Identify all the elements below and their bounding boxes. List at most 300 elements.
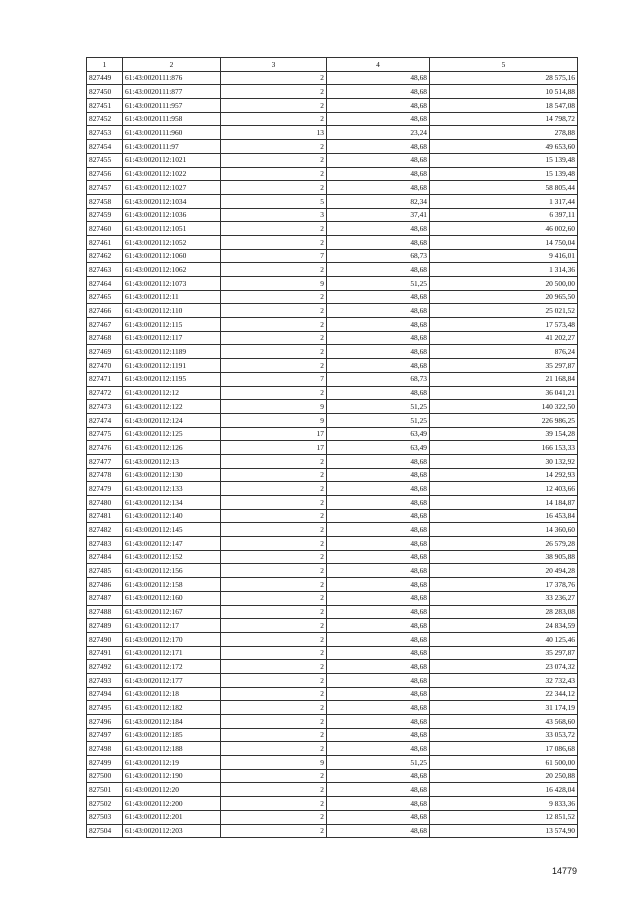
amount-cell: 22 344,12: [430, 687, 578, 701]
row-number-cell: 827450: [87, 85, 123, 99]
quantity-cell: 2: [221, 386, 327, 400]
row-number-cell: 827468: [87, 331, 123, 345]
table-row: [87, 194, 578, 208]
amount-cell: 166 153,33: [430, 441, 578, 455]
row-number-cell: 827500: [87, 769, 123, 783]
cadastral-number-cell: 61:43:0020112:1195: [123, 372, 221, 386]
cadastral-number-cell: 61:43:0020112:147: [123, 537, 221, 551]
row-number-cell: 827478: [87, 468, 123, 482]
rate-cell: 48,68: [327, 701, 430, 715]
table-row: [87, 523, 578, 537]
table-row: [87, 181, 578, 195]
quantity-cell: 2: [221, 153, 327, 167]
table-row: [87, 468, 578, 482]
table-row: [87, 290, 578, 304]
cadastral-number-cell: 61:43:0020112:1060: [123, 249, 221, 263]
cadastral-number-cell: 61:43:0020112:172: [123, 660, 221, 674]
amount-cell: 41 202,27: [430, 331, 578, 345]
cadastral-number-cell: 61:43:0020112:203: [123, 824, 221, 838]
amount-cell: 20 965,50: [430, 290, 578, 304]
quantity-cell: 2: [221, 99, 327, 113]
column-header-4: 4: [327, 58, 430, 72]
cadastral-number-cell: 61:43:0020112:177: [123, 673, 221, 687]
cadastral-number-cell: 61:43:0020112:18: [123, 687, 221, 701]
quantity-cell: 13: [221, 126, 327, 140]
table-row: [87, 263, 578, 277]
cadastral-number-cell: 61:43:0020112:11: [123, 290, 221, 304]
table-row: [87, 345, 578, 359]
amount-cell: 38 905,88: [430, 550, 578, 564]
quantity-cell: 2: [221, 701, 327, 715]
amount-cell: 21 168,84: [430, 372, 578, 386]
rate-cell: 48,68: [327, 687, 430, 701]
row-number-cell: 827453: [87, 126, 123, 140]
quantity-cell: 2: [221, 263, 327, 277]
cadastral-number-cell: 61:43:0020112:158: [123, 578, 221, 592]
cadastral-number-cell: 61:43:0020112:160: [123, 591, 221, 605]
quantity-cell: 9: [221, 400, 327, 414]
cadastral-number-cell: 61:43:0020112:1073: [123, 277, 221, 291]
table-row: [87, 646, 578, 660]
quantity-cell: 2: [221, 331, 327, 345]
cadastral-number-cell: 61:43:0020112:1021: [123, 153, 221, 167]
row-number-cell: 827454: [87, 140, 123, 154]
rate-cell: 37,41: [327, 208, 430, 222]
row-number-cell: 827460: [87, 222, 123, 236]
quantity-cell: 2: [221, 742, 327, 756]
rate-cell: 82,34: [327, 194, 430, 208]
cadastral-number-cell: 61:43:0020112:152: [123, 550, 221, 564]
quantity-cell: 2: [221, 359, 327, 373]
amount-cell: 14 292,93: [430, 468, 578, 482]
amount-cell: 20 250,88: [430, 769, 578, 783]
quantity-cell: 2: [221, 345, 327, 359]
table-row: [87, 550, 578, 564]
rate-cell: 48,68: [327, 632, 430, 646]
cadastral-number-cell: 61:43:0020112:1036: [123, 208, 221, 222]
amount-cell: 17 086,68: [430, 742, 578, 756]
rate-cell: 68,73: [327, 249, 430, 263]
rate-cell: 48,68: [327, 235, 430, 249]
cadastral-number-cell: 61:43:0020112:182: [123, 701, 221, 715]
rate-cell: 51,25: [327, 413, 430, 427]
cadastral-number-cell: 61:43:0020112:20: [123, 783, 221, 797]
table-row: [87, 126, 578, 140]
quantity-cell: 2: [221, 523, 327, 537]
rate-cell: 48,68: [327, 496, 430, 510]
table-row: [87, 824, 578, 838]
row-number-cell: 827487: [87, 591, 123, 605]
amount-cell: 26 579,28: [430, 537, 578, 551]
rate-cell: 48,68: [327, 646, 430, 660]
rate-cell: 48,68: [327, 359, 430, 373]
quantity-cell: 2: [221, 509, 327, 523]
cadastral-number-cell: 61:43:0020112:12: [123, 386, 221, 400]
cadastral-number-cell: 61:43:0020111:960: [123, 126, 221, 140]
quantity-cell: 2: [221, 71, 327, 85]
amount-cell: 35 297,87: [430, 646, 578, 660]
quantity-cell: 2: [221, 496, 327, 510]
quantity-cell: 2: [221, 605, 327, 619]
row-number-cell: 827491: [87, 646, 123, 660]
cadastral-number-cell: 61:43:0020112:1062: [123, 263, 221, 277]
row-number-cell: 827480: [87, 496, 123, 510]
rate-cell: 48,68: [327, 578, 430, 592]
cadastral-number-cell: 61:43:0020112:110: [123, 304, 221, 318]
rate-cell: 48,68: [327, 222, 430, 236]
row-number-cell: 827456: [87, 167, 123, 181]
table-row: [87, 441, 578, 455]
quantity-cell: 2: [221, 619, 327, 633]
quantity-cell: 2: [221, 454, 327, 468]
rate-cell: 48,68: [327, 482, 430, 496]
table-row: [87, 304, 578, 318]
quantity-cell: 2: [221, 673, 327, 687]
quantity-cell: 2: [221, 482, 327, 496]
rate-cell: 48,68: [327, 509, 430, 523]
column-header-3: 3: [221, 58, 327, 72]
row-number-cell: 827459: [87, 208, 123, 222]
cadastral-number-cell: 61:43:0020112:1052: [123, 235, 221, 249]
page-number: 14779: [552, 866, 578, 876]
rate-cell: 48,68: [327, 153, 430, 167]
row-number-cell: 827488: [87, 605, 123, 619]
table-row: [87, 99, 578, 113]
rate-cell: 48,68: [327, 263, 430, 277]
cadastral-number-cell: 61:43:0020112:190: [123, 769, 221, 783]
quantity-cell: 2: [221, 687, 327, 701]
amount-cell: 35 297,87: [430, 359, 578, 373]
header-row: [87, 58, 578, 72]
row-number-cell: 827501: [87, 783, 123, 797]
quantity-cell: 7: [221, 372, 327, 386]
row-number-cell: 827496: [87, 715, 123, 729]
amount-cell: 32 732,43: [430, 673, 578, 687]
row-number-cell: 827451: [87, 99, 123, 113]
amount-cell: 876,24: [430, 345, 578, 359]
table-row: [87, 756, 578, 770]
row-number-cell: 827471: [87, 372, 123, 386]
rate-cell: 48,68: [327, 564, 430, 578]
rate-cell: 48,68: [327, 728, 430, 742]
rate-cell: 48,68: [327, 140, 430, 154]
row-number-cell: 827489: [87, 619, 123, 633]
cadastral-number-cell: 61:43:0020112:171: [123, 646, 221, 660]
quantity-cell: 2: [221, 140, 327, 154]
amount-cell: 61 500,00: [430, 756, 578, 770]
table-row: [87, 564, 578, 578]
amount-cell: 14 798,72: [430, 112, 578, 126]
cadastral-number-cell: 61:43:0020112:200: [123, 797, 221, 811]
amount-cell: 49 653,60: [430, 140, 578, 154]
quantity-cell: 9: [221, 277, 327, 291]
amount-cell: 17 378,76: [430, 578, 578, 592]
rate-cell: 48,68: [327, 523, 430, 537]
table-row: [87, 112, 578, 126]
table-row: [87, 728, 578, 742]
cadastral-number-cell: 61:43:0020112:134: [123, 496, 221, 510]
cadastral-number-cell: 61:43:0020112:201: [123, 810, 221, 824]
cadastral-number-cell: 61:43:0020112:17: [123, 619, 221, 633]
cadastral-number-cell: 61:43:0020112:1022: [123, 167, 221, 181]
amount-cell: 12 403,66: [430, 482, 578, 496]
amount-cell: 58 805,44: [430, 181, 578, 195]
cadastral-number-cell: 61:43:0020111:97: [123, 140, 221, 154]
row-number-cell: 827472: [87, 386, 123, 400]
table-row: [87, 578, 578, 592]
table-row: [87, 249, 578, 263]
amount-cell: 9 416,01: [430, 249, 578, 263]
rate-cell: 48,68: [327, 550, 430, 564]
row-number-cell: 827497: [87, 728, 123, 742]
cadastral-number-cell: 61:43:0020112:188: [123, 742, 221, 756]
row-number-cell: 827475: [87, 427, 123, 441]
rate-cell: 48,68: [327, 386, 430, 400]
quantity-cell: 3: [221, 208, 327, 222]
table-row: [87, 427, 578, 441]
amount-cell: 13 574,90: [430, 824, 578, 838]
rate-cell: 48,68: [327, 824, 430, 838]
quantity-cell: 2: [221, 181, 327, 195]
rate-cell: 48,68: [327, 454, 430, 468]
amount-cell: 15 139,48: [430, 167, 578, 181]
table-row: [87, 632, 578, 646]
rate-cell: 48,68: [327, 331, 430, 345]
cadastral-number-cell: 61:43:0020112:145: [123, 523, 221, 537]
row-number-cell: 827465: [87, 290, 123, 304]
rate-cell: 48,68: [327, 112, 430, 126]
row-number-cell: 827461: [87, 235, 123, 249]
row-number-cell: 827486: [87, 578, 123, 592]
quantity-cell: 7: [221, 249, 327, 263]
row-number-cell: 827499: [87, 756, 123, 770]
row-number-cell: 827455: [87, 153, 123, 167]
cadastral-number-cell: 61:43:0020112:124: [123, 413, 221, 427]
rate-cell: 51,25: [327, 756, 430, 770]
quantity-cell: 2: [221, 578, 327, 592]
amount-cell: 278,88: [430, 126, 578, 140]
cadastral-number-cell: 61:43:0020111:876: [123, 71, 221, 85]
cadastral-number-cell: 61:43:0020112:1191: [123, 359, 221, 373]
rate-cell: 48,68: [327, 797, 430, 811]
cadastral-number-cell: 61:43:0020112:125: [123, 427, 221, 441]
amount-cell: 31 174,19: [430, 701, 578, 715]
amount-cell: 16 428,04: [430, 783, 578, 797]
table-row: [87, 783, 578, 797]
column-header-1: 1: [87, 58, 123, 72]
cadastral-number-cell: 61:43:0020111:877: [123, 85, 221, 99]
quantity-cell: 2: [221, 290, 327, 304]
quantity-cell: 9: [221, 413, 327, 427]
table-row: [87, 167, 578, 181]
table-row: [87, 509, 578, 523]
row-number-cell: 827463: [87, 263, 123, 277]
row-number-cell: 827502: [87, 797, 123, 811]
table-row: [87, 331, 578, 345]
amount-cell: 1 314,36: [430, 263, 578, 277]
rate-cell: 48,68: [327, 71, 430, 85]
row-number-cell: 827473: [87, 400, 123, 414]
column-header-2: 2: [123, 58, 221, 72]
amount-cell: 9 833,36: [430, 797, 578, 811]
table-row: [87, 619, 578, 633]
table-row: [87, 605, 578, 619]
cadastral-number-cell: 61:43:0020112:13: [123, 454, 221, 468]
rate-cell: 48,68: [327, 167, 430, 181]
cadastral-number-cell: 61:43:0020112:1027: [123, 181, 221, 195]
row-number-cell: 827452: [87, 112, 123, 126]
amount-cell: 30 132,92: [430, 454, 578, 468]
row-number-cell: 827495: [87, 701, 123, 715]
row-number-cell: 827470: [87, 359, 123, 373]
amount-cell: 226 986,25: [430, 413, 578, 427]
quantity-cell: 2: [221, 810, 327, 824]
quantity-cell: 2: [221, 660, 327, 674]
amount-cell: 6 397,11: [430, 208, 578, 222]
row-number-cell: 827477: [87, 454, 123, 468]
row-number-cell: 827474: [87, 413, 123, 427]
amount-cell: 36 041,21: [430, 386, 578, 400]
table-row: [87, 71, 578, 85]
rate-cell: 48,68: [327, 591, 430, 605]
table-row: [87, 277, 578, 291]
cadastral-number-cell: 61:43:0020112:130: [123, 468, 221, 482]
amount-cell: 25 021,52: [430, 304, 578, 318]
rate-cell: 48,68: [327, 619, 430, 633]
amount-cell: 12 851,52: [430, 810, 578, 824]
quantity-cell: 2: [221, 318, 327, 332]
rate-cell: 48,68: [327, 673, 430, 687]
row-number-cell: 827493: [87, 673, 123, 687]
rate-cell: 23,24: [327, 126, 430, 140]
quantity-cell: 2: [221, 537, 327, 551]
amount-cell: 23 074,32: [430, 660, 578, 674]
row-number-cell: 827485: [87, 564, 123, 578]
table-row: [87, 413, 578, 427]
rate-cell: 48,68: [327, 290, 430, 304]
quantity-cell: 2: [221, 167, 327, 181]
amount-cell: 18 547,08: [430, 99, 578, 113]
row-number-cell: 827490: [87, 632, 123, 646]
cadastral-number-cell: 61:43:0020112:156: [123, 564, 221, 578]
rate-cell: 48,68: [327, 468, 430, 482]
quantity-cell: 2: [221, 550, 327, 564]
row-number-cell: 827494: [87, 687, 123, 701]
amount-cell: 39 154,28: [430, 427, 578, 441]
amount-cell: 20 494,28: [430, 564, 578, 578]
cadastral-number-cell: 61:43:0020112:184: [123, 715, 221, 729]
amount-cell: 40 125,46: [430, 632, 578, 646]
rate-cell: 48,68: [327, 181, 430, 195]
table-row: [87, 222, 578, 236]
amount-cell: 15 139,48: [430, 153, 578, 167]
quantity-cell: 2: [221, 646, 327, 660]
quantity-cell: 2: [221, 591, 327, 605]
quantity-cell: 2: [221, 715, 327, 729]
table-row: [87, 153, 578, 167]
table-row: [87, 454, 578, 468]
rate-cell: 48,68: [327, 99, 430, 113]
table-row: [87, 496, 578, 510]
table-row: [87, 715, 578, 729]
amount-cell: 33 053,72: [430, 728, 578, 742]
row-number-cell: 827458: [87, 194, 123, 208]
quantity-cell: 17: [221, 441, 327, 455]
quantity-cell: 17: [221, 427, 327, 441]
rate-cell: 68,73: [327, 372, 430, 386]
row-number-cell: 827482: [87, 523, 123, 537]
cadastral-number-cell: 61:43:0020111:957: [123, 99, 221, 113]
table-row: [87, 769, 578, 783]
amount-cell: 33 236,27: [430, 591, 578, 605]
rate-cell: 51,25: [327, 400, 430, 414]
table-row: [87, 701, 578, 715]
quantity-cell: 2: [221, 112, 327, 126]
table-row: [87, 742, 578, 756]
amount-cell: 140 322,50: [430, 400, 578, 414]
rate-cell: 48,68: [327, 715, 430, 729]
cadastral-number-cell: 61:43:0020111:958: [123, 112, 221, 126]
cadastral-number-cell: 61:43:0020112:140: [123, 509, 221, 523]
table-row: [87, 140, 578, 154]
data-table: [86, 57, 578, 838]
rate-cell: 48,68: [327, 537, 430, 551]
amount-cell: 17 573,48: [430, 318, 578, 332]
table-row: [87, 386, 578, 400]
row-number-cell: 827484: [87, 550, 123, 564]
row-number-cell: 827462: [87, 249, 123, 263]
row-number-cell: 827469: [87, 345, 123, 359]
amount-cell: 46 002,60: [430, 222, 578, 236]
row-number-cell: 827492: [87, 660, 123, 674]
table-row: [87, 208, 578, 222]
table-row: [87, 673, 578, 687]
cadastral-number-cell: 61:43:0020112:126: [123, 441, 221, 455]
quantity-cell: 9: [221, 756, 327, 770]
amount-cell: 24 834,59: [430, 619, 578, 633]
rate-cell: 48,68: [327, 660, 430, 674]
table-row: [87, 400, 578, 414]
table-row: [87, 359, 578, 373]
table-row: [87, 660, 578, 674]
table-row: [87, 537, 578, 551]
quantity-cell: 2: [221, 728, 327, 742]
table-row: [87, 235, 578, 249]
quantity-cell: 2: [221, 783, 327, 797]
table-row: [87, 318, 578, 332]
row-number-cell: 827479: [87, 482, 123, 496]
table-row: [87, 85, 578, 99]
cadastral-number-cell: 61:43:0020112:115: [123, 318, 221, 332]
table-row: [87, 591, 578, 605]
cadastral-number-cell: 61:43:0020112:117: [123, 331, 221, 345]
quantity-cell: 2: [221, 85, 327, 99]
quantity-cell: 2: [221, 824, 327, 838]
table-row: [87, 687, 578, 701]
quantity-cell: 5: [221, 194, 327, 208]
row-number-cell: 827476: [87, 441, 123, 455]
table-row: [87, 810, 578, 824]
quantity-cell: 2: [221, 222, 327, 236]
rate-cell: 48,68: [327, 345, 430, 359]
amount-cell: 1 317,44: [430, 194, 578, 208]
amount-cell: 20 500,00: [430, 277, 578, 291]
cadastral-number-cell: 61:43:0020112:167: [123, 605, 221, 619]
rate-cell: 48,68: [327, 783, 430, 797]
quantity-cell: 2: [221, 235, 327, 249]
rate-cell: 48,68: [327, 605, 430, 619]
row-number-cell: 827457: [87, 181, 123, 195]
